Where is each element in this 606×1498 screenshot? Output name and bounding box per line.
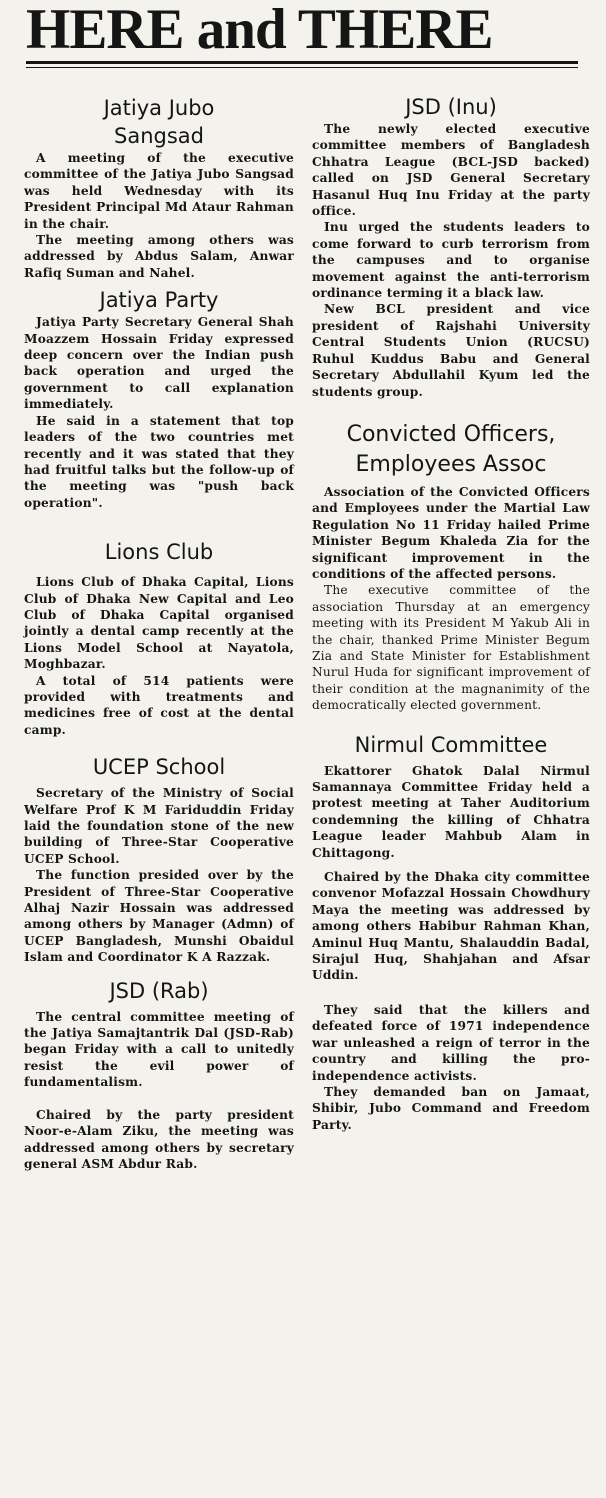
paragraph: Lions Club of Dhaka Capital, Lions Club of Dhaka New Capital and Leo Club of Dhaka Capital organised jointly a dental camp recently at the Lions Model School at Nayatola, Moghbazar. xyxy=(24,575,294,672)
left-column xyxy=(24,94,294,1172)
headline: JSD (Rab) xyxy=(109,978,209,1003)
masthead-rule-thin xyxy=(26,67,578,68)
paragraph: Chaired by the party president Noor-e-Alam Ziku, the meeting was addressed among others by secretary general ASM Abdur Rab. xyxy=(24,1107,294,1171)
paragraph: New BCL president and vice president of Rajshahi University Central Students Union (RUCSU) Ruhul Kuddus Babu and General Secretary Abdullahil Kyum led the students group. xyxy=(312,302,590,399)
headline: Nirmul Committee xyxy=(354,732,548,757)
paragraph: Inu urged the students leaders to come forward to curb terrorism from the campuses and to organise movement against the anti-terrorism ordinance terming it a black law. xyxy=(312,220,590,301)
headline: Lions Club xyxy=(104,540,214,565)
masthead-rule-thick xyxy=(26,61,578,64)
headline: Jatiya Party xyxy=(99,288,219,313)
paragraph: The newly elected executive committee members of Bangladesh Chhatra League (BCL-JSD backed) called on JSD General Secretary Hasanul Huq Inu Friday at the party office. xyxy=(312,122,590,219)
paragraph: The meeting among others was addressed by Abdus Salam, Anwar Rafiq Suman and Nahel. xyxy=(24,233,294,280)
paragraph: The central committee meeting of the Jatiya Samajtantrik Dal (JSD-Rab) began Friday with a call to unitedly resist the evil power of fundamentalism. xyxy=(24,1009,294,1090)
paragraph: Secretary of the Ministry of Social Welfare Prof K M Fariduddin Friday laid the foundation stone of the new building of Three-Star Cooperative UCEP School. xyxy=(24,786,294,866)
headline: Convicted Officers, Employees Assoc xyxy=(346,421,556,477)
paragraph: A meeting of the executive committee of the Jatiya Jubo Sangsad was held Wednesday with its President Principal Md Ataur Rahman in the chair. xyxy=(24,151,294,231)
headline: Jatiya Jubo Sangsad xyxy=(103,96,215,148)
masthead-title: HERE and THERE xyxy=(26,0,493,61)
paragraph: The executive committee of the association Thursday at an emergency meeting with its President M Yakub Ali in the chair, thanked Prime Minister Begum Zia and State Minister for Establishment Nurul Huda for significant improvement of their condition at the magnanimity of the democratically elected government. xyxy=(312,583,590,713)
headline: JSD (Inu) xyxy=(405,95,497,119)
article-convicted-officers xyxy=(312,420,590,714)
article-jatiya-jubo-sangsad xyxy=(24,94,294,281)
article-jsd-rab xyxy=(24,978,294,1173)
article-jatiya-party xyxy=(24,287,294,511)
headline: UCEP School xyxy=(92,755,226,780)
paragraph: A total of 514 patients were provided with treatments and medicines free of cost at the dental camp. xyxy=(24,673,294,737)
article-lions-club xyxy=(24,539,294,738)
paragraph: They demanded ban on Jamaat, Shibir, Jubo Command and Freedom Party. xyxy=(312,1084,590,1132)
article-nirmul-committee xyxy=(312,732,590,1134)
paragraph: Ekattorer Ghatok Dalal Nirmul Samannaya Committee Friday held a protest meeting at Taher Auditorium condemning the killing of Chhatra League leader Mahbub Alam in Chittagong. xyxy=(312,763,590,860)
paragraph: Chaired by the Dhaka city committee convenor Mofazzal Hossain Chowdhury Maya the meeting was addressed by among others Habibur Rahman Khan, Aminul Huq Mantu, Shalauddin Badal, Sirajul Huq, Shahjahan and Afsar Uddin. xyxy=(312,870,590,983)
article-ucep-school xyxy=(24,754,294,965)
article-jsd-inu xyxy=(312,94,590,400)
paragraph: Jatiya Party Secretary General Shah Moazzem Hossain Friday expressed deep concern over the Indian push back operation and urged the government to call explanation immediately. xyxy=(24,315,294,412)
masthead xyxy=(0,0,606,70)
paragraph: Association of the Convicted Officers and Employees under the Martial Law Regulation No 11 Friday hailed Prime Minister Begum Khaleda Zia for the significant improvement in the conditions of the affected persons. xyxy=(312,484,590,581)
right-column xyxy=(312,94,590,1133)
paragraph: He said in a statement that top leaders of the two countries met recently and it was stated that they had fruitful talks but the follow-up of the meeting was "push back operation". xyxy=(24,413,294,510)
paragraph: The function presided over by the President of Three-Star Cooperative Alhaj Nazir Hossain was addressed among others by Manager (Admn) of UCEP Bangladesh, Munshi Obaidul Islam and Coordinator K A Razzak. xyxy=(24,868,294,965)
paragraph: They said that the killers and defeated force of 1971 independence war unleashed a reign of terror in the country and killing the pro-independence activists. xyxy=(312,1002,590,1083)
